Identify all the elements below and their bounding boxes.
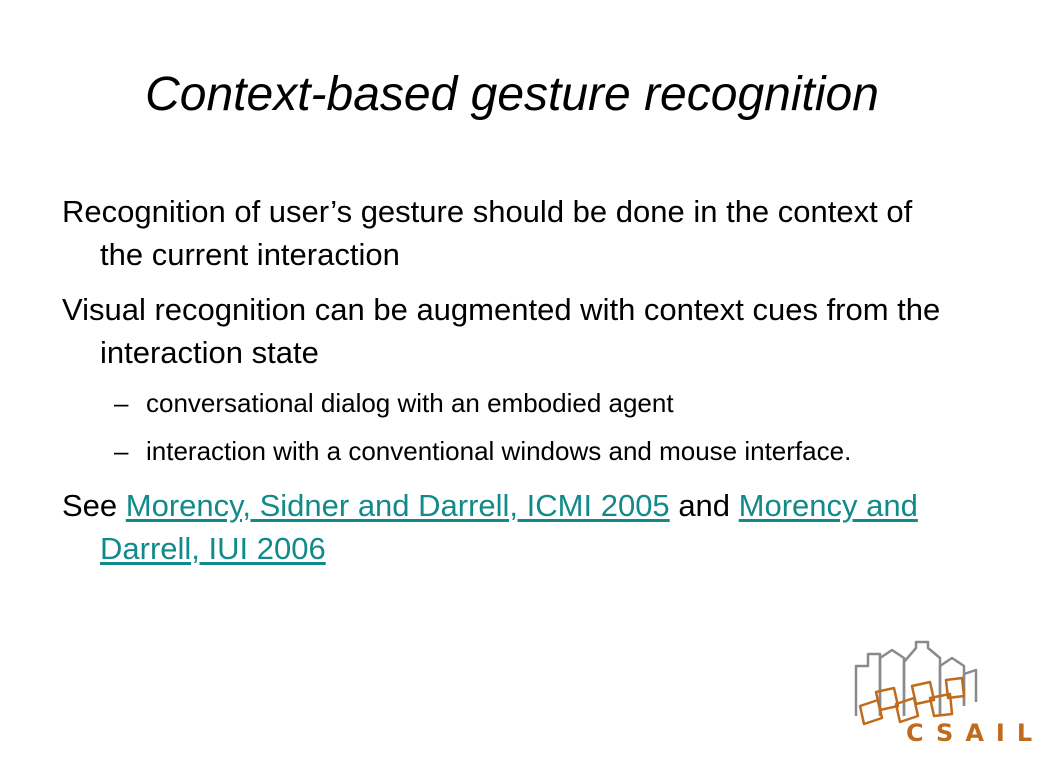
csail-logo-text: CSAIL (906, 719, 1044, 747)
sub-bullet-windows-text: interaction with a conventional windows and mouse interface. (146, 436, 852, 466)
dash-marker: – (114, 436, 129, 466)
bullet-see-references (62, 484, 962, 570)
sub-bullet-list (62, 384, 962, 470)
dash-marker: – (114, 388, 129, 418)
sub-bullet-dialog (62, 384, 962, 422)
see-prefix: See (62, 488, 118, 523)
link-icmi-2005[interactable]: Morency, Sidner and Darrell, ICMI 2005 (125, 488, 670, 523)
slide-title: Context-based gesture recognition (145, 68, 879, 121)
bullet-context-interaction: Recognition of user’s gesture should be done in the context of the current interaction (62, 194, 913, 272)
link-iui-2006[interactable]: Morency and Darrell, IUI 2006 (100, 488, 918, 566)
see-and: and (678, 488, 731, 523)
slide-body (62, 190, 962, 582)
bullet-visual-recognition: Visual recognition can be augmented with context cues from the interaction state (62, 292, 941, 370)
sub-bullet-windows (62, 432, 962, 470)
sub-bullet-dialog-text: conversational dialog with an embodied agent (146, 388, 674, 418)
